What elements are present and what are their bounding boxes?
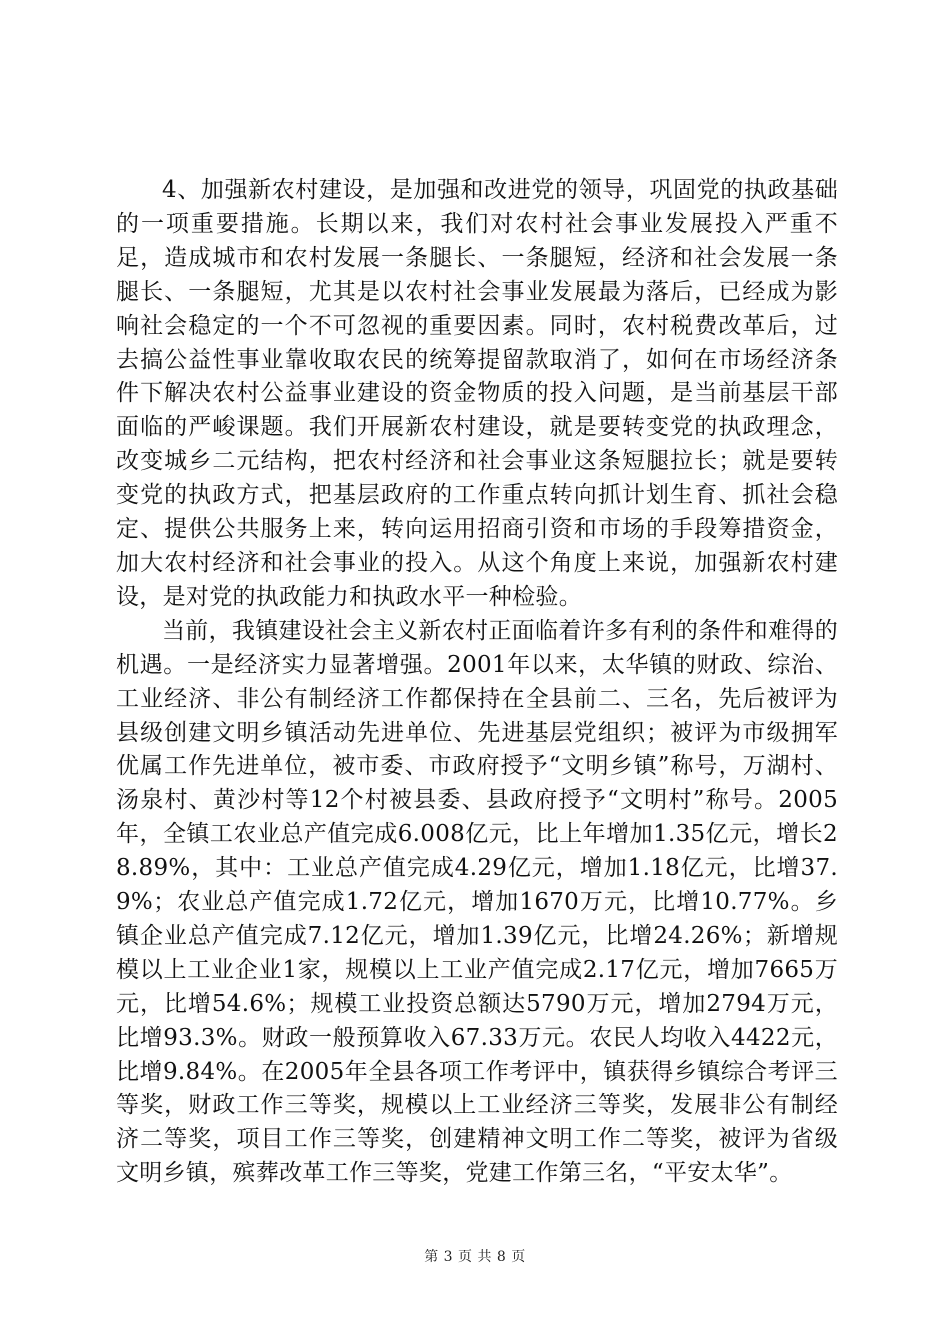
paragraph-new-rural-construction: 4、加强新农村建设，是加强和改进党的领导，巩固党的执政基础的一项重要措施。长期以来，我们对农村社会事业发展投入严重不足，造成城市和农村发展一条腿长、一条腿短，经济和社会发展一条腿长、一条腿短，尤其是以农村社会事业发展最为落后，已经成为影响社会稳定的一个不可忽视的重要因素。同时，农村税费改革后，过去搞公益性事业靠收取农民的统筹提留款取消了，如何在市场经济条件下解决农村公益事业建设的资金物质的投入问题，是当前基层干部面临的严峻课题。我们开展新农村建设，就是要转变党的执政理念，改变城乡二元结构，把农村经济和社会事业这条短腿拉长；就是要转变党的执政方式，把基层政府的工作重点转向抓计划生育、抓社会稳定、提供公共服务上来，转向运用招商引资和市场的手段筹措资金，加大农村经济和社会事业的投入。从这个角度上来说，加强新农村建设，是对党的执政能力和执政水平一种检验。 [116, 177, 838, 610]
page-footer: 第 3 页 共 8 页 [424, 1249, 526, 1265]
paragraph-town-opportunities: 当前，我镇建设社会主义新农村正面临着许多有利的条件和难得的机遇。一是经济实力显著增强。2001年以来，太华镇的财政、综治、工业经济、非公有制经济工作都保持在全县前二、三名，先后被评为县级创建文明乡镇活动先进单位、先进基层党组织；被评为市级拥军优属工作先进单位，被市委、市政府授予“文明乡镇”称号，万湖村、汤泉村、黄沙村等12个村被县委、县政府授予“文明村”称号。2005年，全镇工农业总产值完成6.008亿元，比上年增加1.35亿元，增长28.89%，其中：工业总产值完成4.29亿元，增加1.18亿元，比增37.9%；农业总产值完成1.72亿元，增加1670万元，比增10.77%。乡镇企业总产值完成7.12亿元，增加1.39亿元，比增24.26%；新增规模以上工业企业1家，规模以上工业产值完成2.17亿元，增加7665万元，比增54.6%；规模工业投资总额达5790万元，增加2794万元，比增93.3%。财政一般预算收入67.33万元。农民人均收入4422元，比增9.84%。在2005年全县各项工作考评中，镇获得乡镇综合考评三等奖，财政工作三等奖，规模以上工业经济三等奖，发展非公有制经济二等奖，项目工作三等奖，创建精神文明工作二等奖，被评为省级文明乡镇，殡葬改革工作三等奖，党建工作第三名，“平安太华”。 [116, 617, 838, 1187]
document-body [116, 174, 838, 1191]
